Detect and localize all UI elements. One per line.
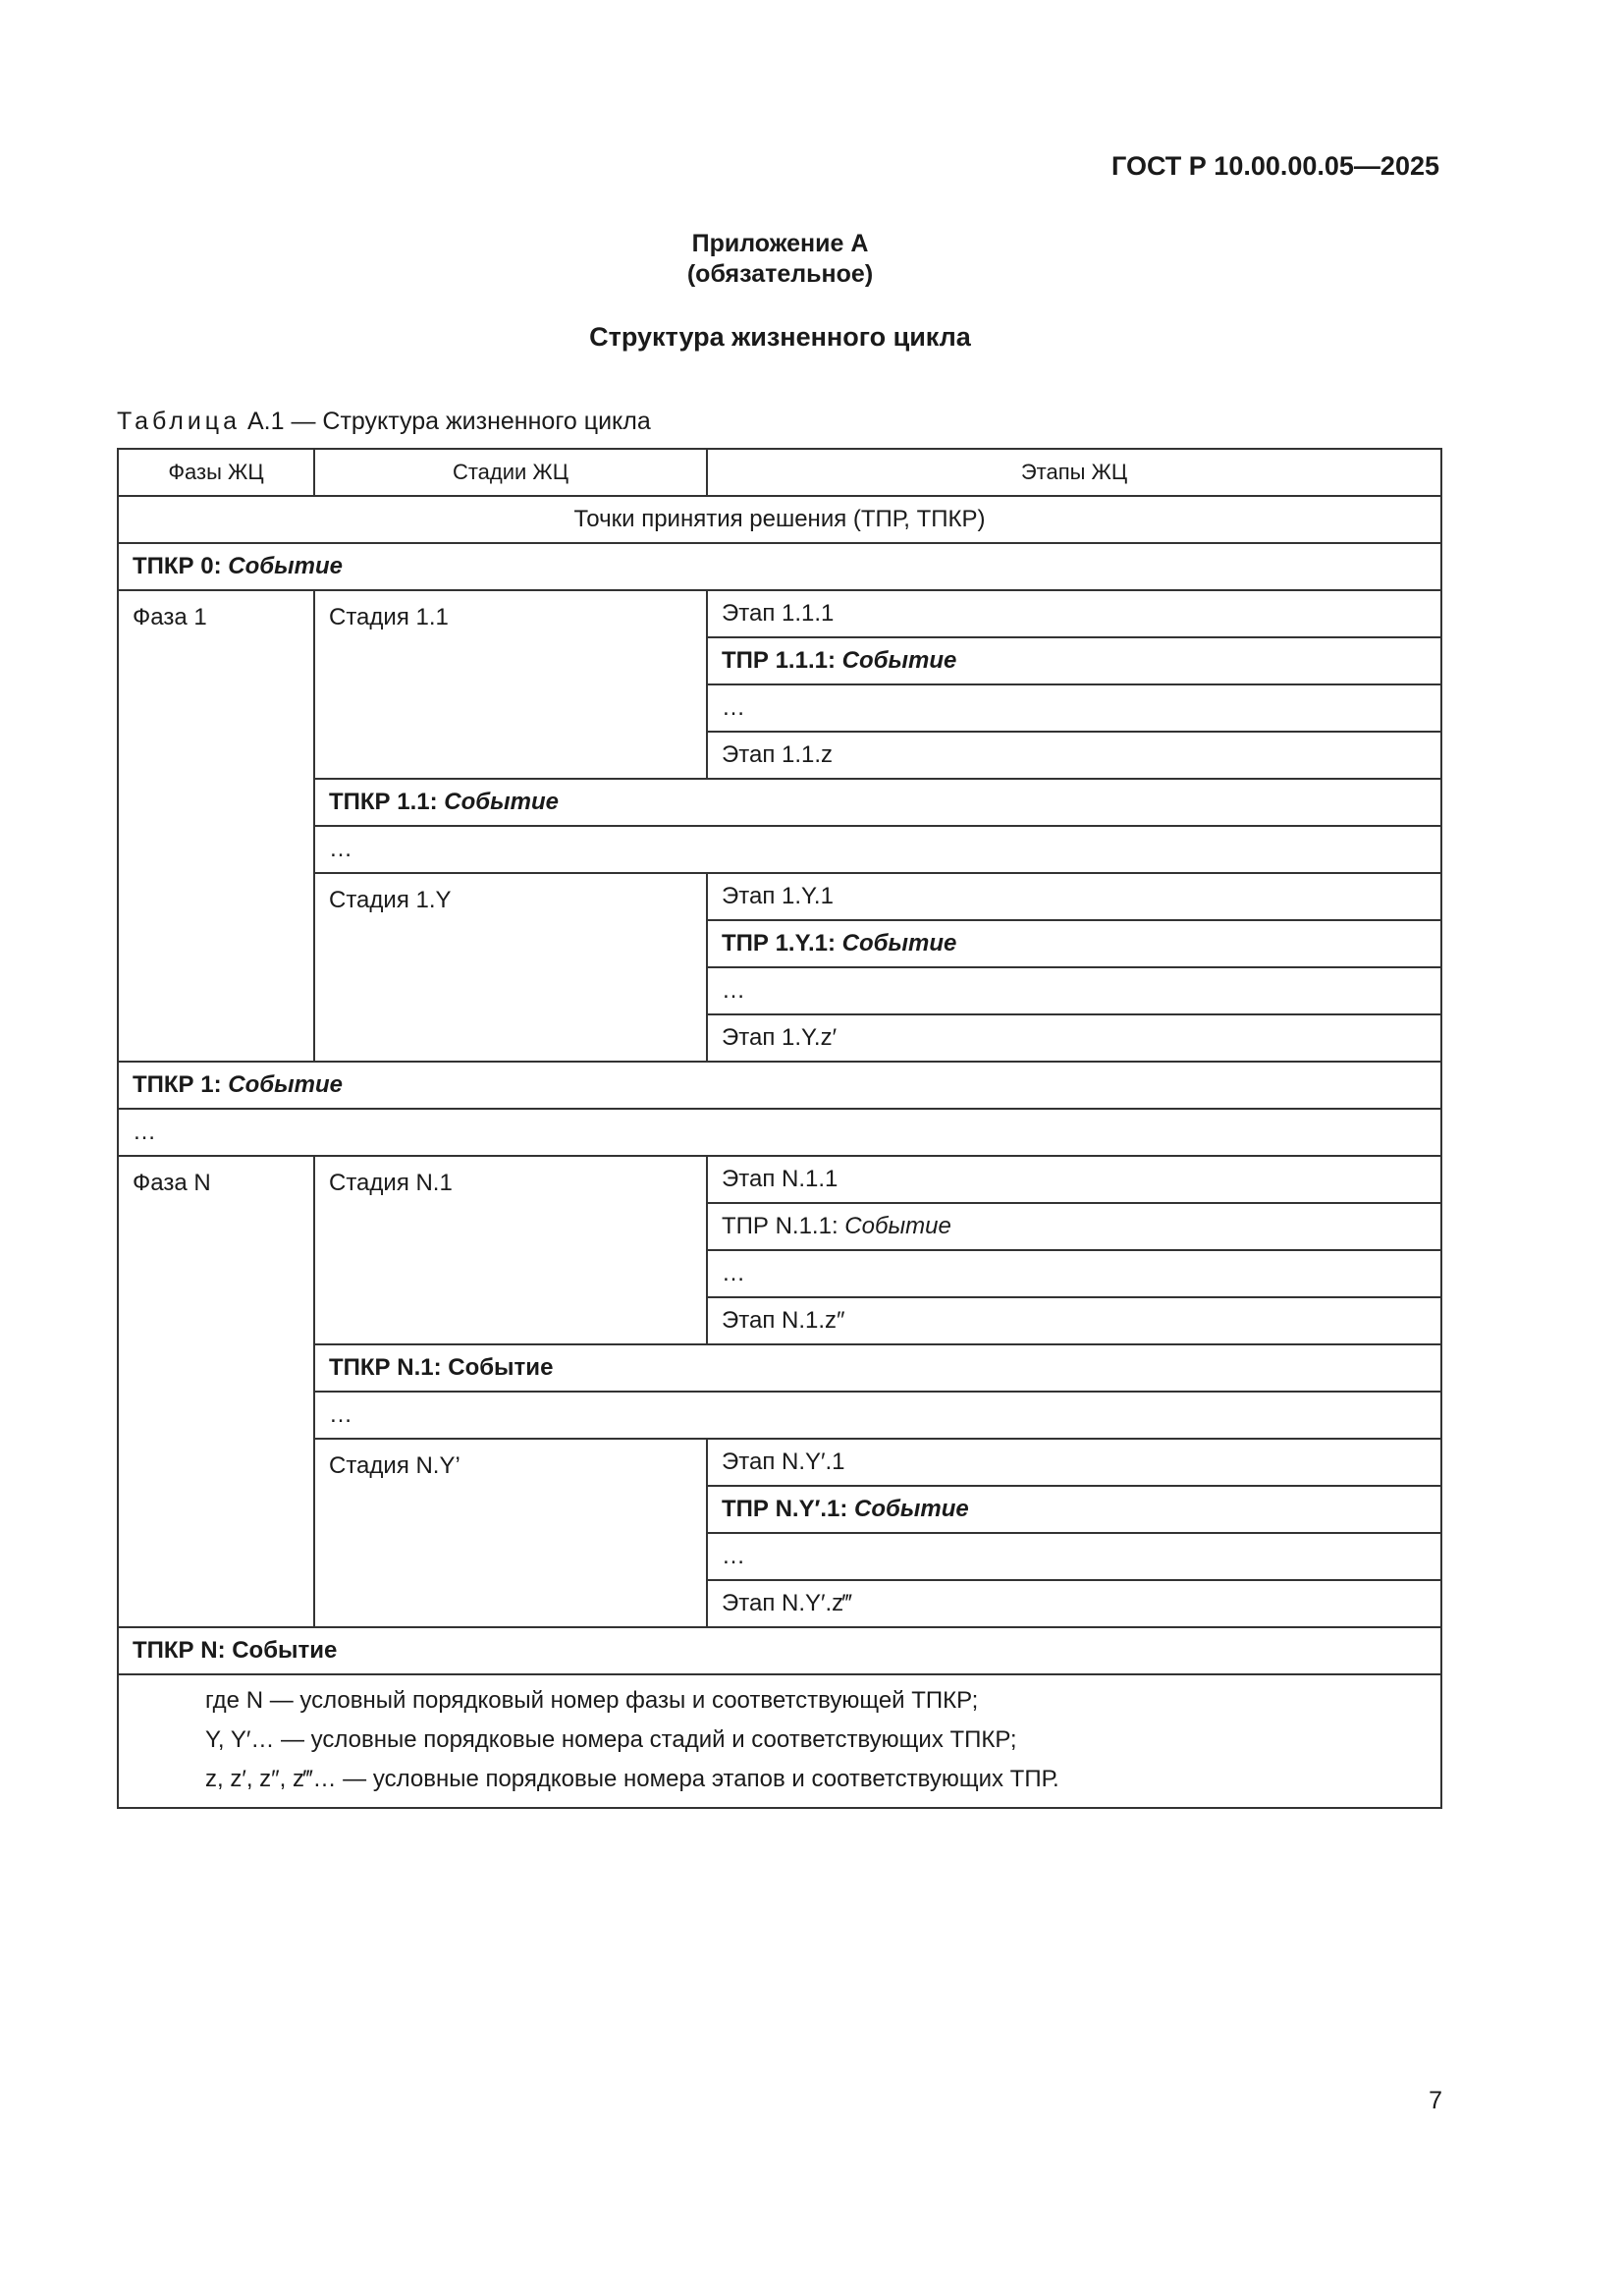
ellipsis-cell: … <box>707 1533 1441 1580</box>
appendix-heading <box>0 229 1560 290</box>
section-title: Структура жизненного цикла <box>589 322 971 352</box>
table-row <box>118 1627 1441 1674</box>
ellipsis-cell: … <box>118 1109 1441 1156</box>
table-row <box>118 1392 1441 1439</box>
table-row <box>118 873 1441 920</box>
tpr-cell <box>707 1486 1441 1533</box>
stage-1-1-cell: Стадия 1.1 <box>314 590 707 779</box>
header-steps: Этапы ЖЦ <box>707 449 1441 496</box>
step-cell: Этап 1.1.z <box>707 732 1441 779</box>
lifecycle-structure-table <box>117 448 1442 1809</box>
tpkr-n-1-row: ТПКР N.1: Событие <box>314 1344 1441 1392</box>
event-label: Событие <box>841 647 957 674</box>
table-row <box>118 779 1441 826</box>
stage-1-y-cell: Стадия 1.Y <box>314 873 707 1062</box>
table-row <box>118 590 1441 637</box>
step-cell: Этап N.1.1 <box>707 1156 1441 1203</box>
table-row <box>118 1344 1441 1392</box>
note-line: z, z′, z″, z‴… — условные порядковые номера этапов и соответствующих ТПР. <box>205 1766 1059 1792</box>
appendix-status: (обязательное) <box>686 260 874 288</box>
ellipsis-cell: … <box>707 684 1441 732</box>
tpr-cell <box>707 637 1441 684</box>
tpkr-prefix: ТПКР 1.1: <box>329 789 438 815</box>
tpr-cell <box>707 920 1441 967</box>
phase-n-cell: Фаза N <box>118 1156 314 1627</box>
ellipsis-cell: … <box>314 1392 1441 1439</box>
table-row <box>118 496 1441 543</box>
note-line: где N — условный порядковый номер фазы и соответствующей ТПКР; <box>205 1687 979 1714</box>
tpkr-prefix: ТПКР 0: <box>133 553 222 579</box>
step-cell: Этап N.1.z″ <box>707 1297 1441 1344</box>
tpkr-1-1-row <box>314 779 1441 826</box>
table-caption-text: А.1 — Структура жизненного цикла <box>246 408 651 435</box>
appendix-title: Приложение А <box>691 230 869 257</box>
table-caption-label: Таблица <box>117 408 242 435</box>
phase-1-cell: Фаза 1 <box>118 590 314 1062</box>
table-row <box>118 543 1441 590</box>
step-cell: Этап N.Y′.1 <box>707 1439 1441 1486</box>
ellipsis-cell: … <box>707 967 1441 1014</box>
page-number: 7 <box>1429 2087 1442 2114</box>
tpkr-prefix: ТПКР 1: <box>133 1071 222 1098</box>
table-caption <box>117 408 651 436</box>
table-row <box>118 826 1441 873</box>
stage-n-1-cell: Стадия N.1 <box>314 1156 707 1344</box>
document-code: ГОСТ Р 10.00.00.05—2025 <box>1111 151 1439 181</box>
event-label: Событие <box>854 1496 969 1522</box>
table-notes <box>118 1674 1441 1808</box>
event-label: Событие <box>444 789 559 815</box>
table-row <box>118 1062 1441 1109</box>
tpr-prefix: ТПР 1.1.1: <box>722 647 836 674</box>
header-phases: Фазы ЖЦ <box>118 449 314 496</box>
table-notes-row <box>118 1674 1441 1808</box>
tpkr-0-row <box>118 543 1441 590</box>
ellipsis-cell: … <box>707 1250 1441 1297</box>
table-row <box>118 1156 1441 1203</box>
note-line: Y, Y′… — условные порядковые номера стадий и соответствующих ТПКР; <box>205 1726 1017 1753</box>
decision-points-row: Точки принятия решения (ТПР, ТПКР) <box>118 496 1441 543</box>
event-label: Событие <box>841 930 957 957</box>
stage-n-y-cell: Стадия N.Y’ <box>314 1439 707 1627</box>
tpr-prefix: ТПР N.1.1: <box>722 1213 839 1239</box>
table-header-row <box>118 449 1441 496</box>
event-label: Событие <box>228 553 343 579</box>
event-label: Событие <box>844 1213 951 1239</box>
event-label: Событие <box>228 1071 343 1098</box>
tpr-prefix: ТПР 1.Y.1: <box>722 930 836 957</box>
table-row <box>118 1109 1441 1156</box>
header-stages: Стадии ЖЦ <box>314 449 707 496</box>
step-cell: Этап 1.Y.1 <box>707 873 1441 920</box>
step-cell: Этап N.Y′.z‴ <box>707 1580 1441 1627</box>
step-cell: Этап 1.1.1 <box>707 590 1441 637</box>
table-row <box>118 1439 1441 1486</box>
ellipsis-cell: … <box>314 826 1441 873</box>
tpr-prefix: ТПР N.Y′.1: <box>722 1496 848 1522</box>
tpr-cell <box>707 1203 1441 1250</box>
tpkr-1-row <box>118 1062 1441 1109</box>
tpkr-n-row: ТПКР N: Событие <box>118 1627 1441 1674</box>
step-cell: Этап 1.Y.z′ <box>707 1014 1441 1062</box>
